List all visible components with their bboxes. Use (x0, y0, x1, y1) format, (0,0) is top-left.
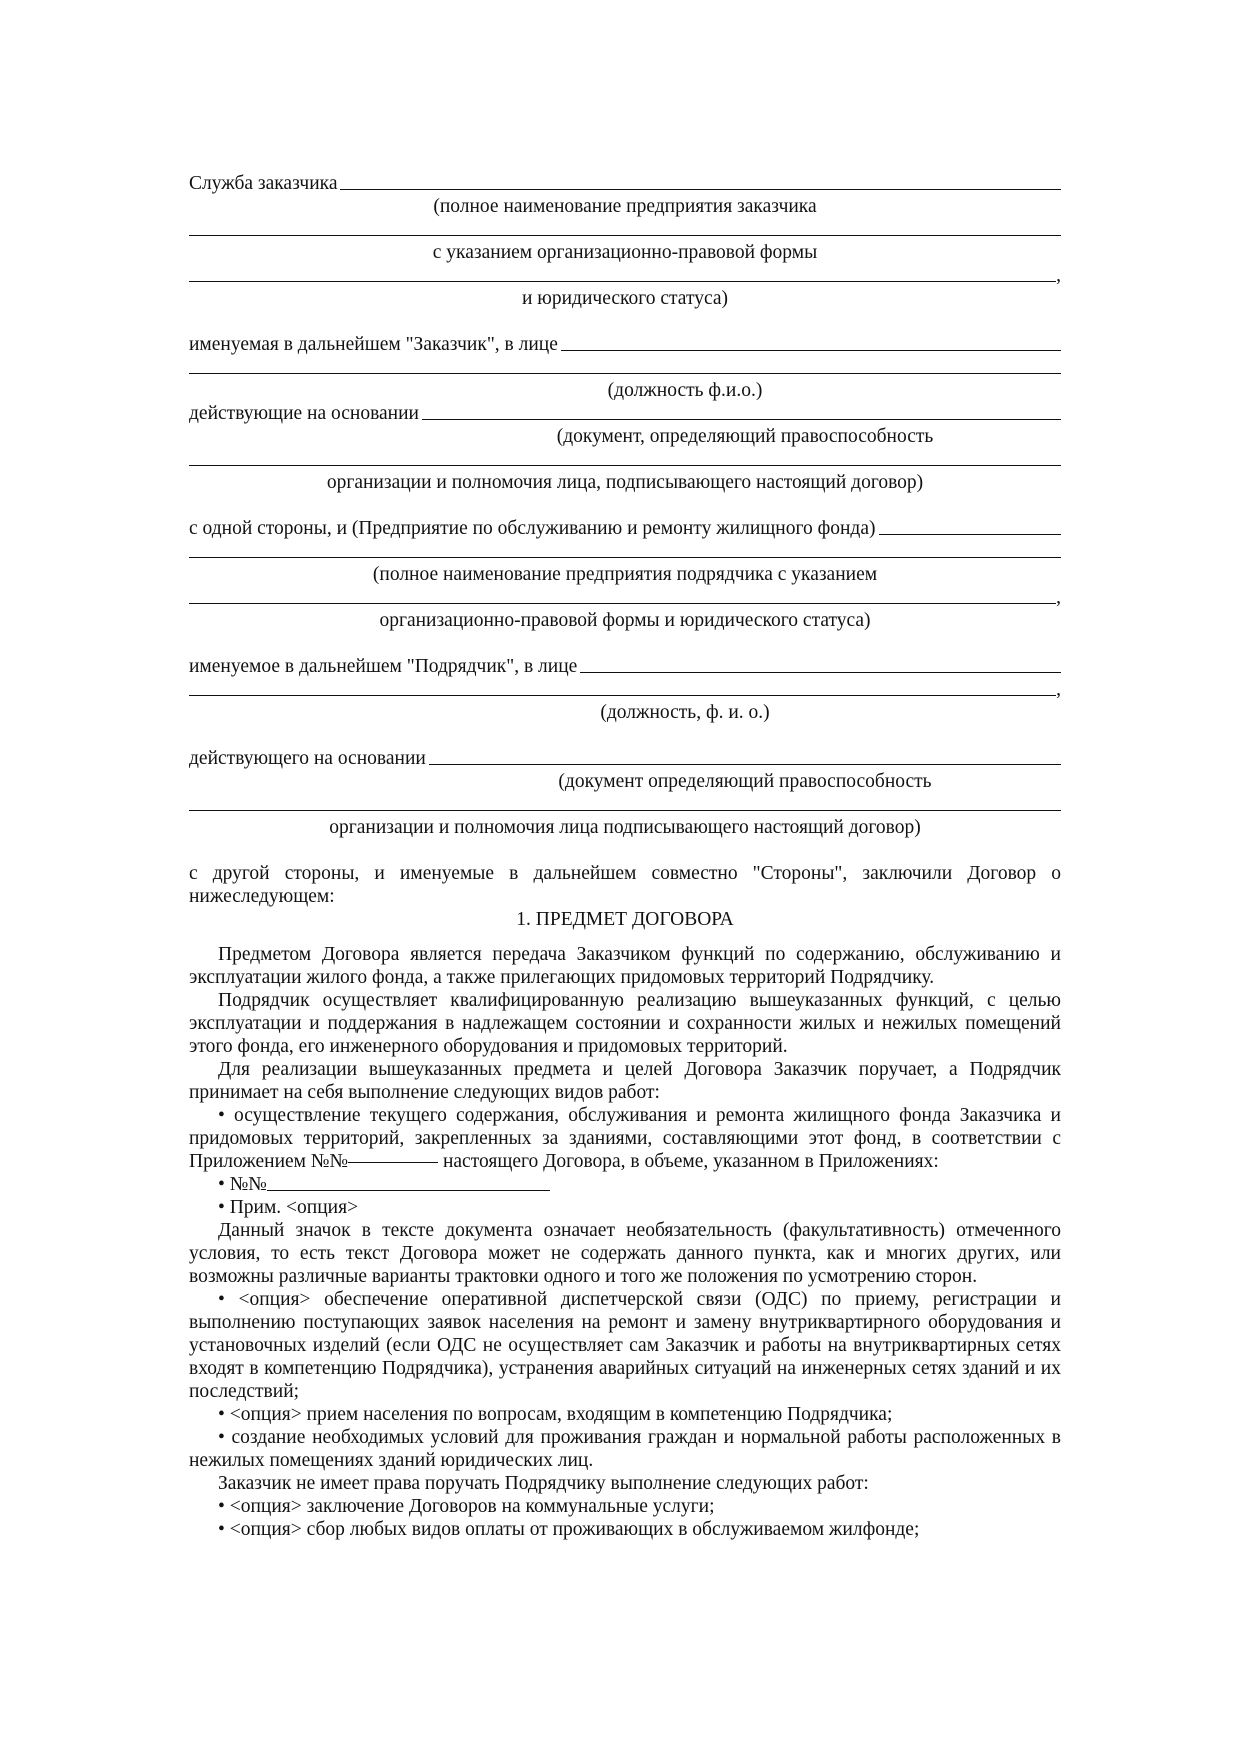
customer-named-label: именуемая в дальнейшем "Заказчик", в лице (189, 334, 558, 355)
customer-named-row (189, 333, 1061, 356)
section-title: 1. ПРЕДМЕТ ДОГОВОРА (516, 909, 734, 930)
customer-representative-blank[interactable] (561, 350, 1061, 351)
contractor-named-row (189, 655, 1061, 678)
acting-basis-label: действующие на основании (189, 403, 419, 424)
blank-line-5[interactable] (189, 540, 1061, 563)
bullet-utility-contracts: • <опция> заключение Договоров на коммунальные услуги; (218, 1496, 715, 1517)
one-side-row (189, 517, 1061, 540)
contractor-representative-blank[interactable] (580, 672, 1061, 673)
customer-service-label: Служба заказчика (189, 173, 338, 194)
blank-line-2[interactable] (189, 264, 1061, 287)
bullet-maintenance-text: • осуществление текущего содержания, обслуживания и ремонта жилищного фонда Заказчика и придомовых территорий, закрепленных за зданиями, составляющими этот фонд, в соответствии с Приложением №№ (189, 1105, 1061, 1172)
appendix-number-blank[interactable] (348, 1162, 438, 1163)
bullet-conditions: • создание необходимых условий для проживания граждан и нормальной работы расположенных в нежилых помещениях зданий юридических лиц. (189, 1427, 1061, 1471)
customer-service-blank[interactable] (340, 189, 1061, 190)
acting-basis-row2 (189, 747, 1061, 770)
acting-basis-label2: действующего на основании (189, 748, 426, 769)
caption-legal-status: и юридического статуса) (521, 288, 729, 309)
bullet-reception: • <опция> прием населения по вопросам, входящим в компетенцию Подрядчика; (218, 1404, 893, 1425)
acting-basis-row (189, 402, 1061, 425)
comma: , (1056, 265, 1061, 286)
caption-org-authority: организации и полномочия лица, подписывающего настоящий договор) (326, 472, 924, 493)
blank-line-8[interactable] (189, 793, 1061, 816)
customer-service-row (189, 172, 1061, 195)
bullet-payment-collection: • <опция> сбор любых видов оплаты от проживающих в обслуживаемом жилфонде; (218, 1519, 920, 1540)
paragraph-contractor-role: Подрядчик осуществляет квалифицированную реализацию вышеуказанных функций, с целью эксплуатации и поддержания в надлежащем состоянии и сохранности жилых и нежилых помещений этого фонда, его инженерного оборудования и придомовых территорий. (189, 990, 1061, 1057)
contractor-named-label: именуемое в дальнейшем "Подрядчик", в лице (189, 656, 578, 677)
bullet-maintenance (189, 1104, 1061, 1173)
acting-basis-blank2[interactable] (429, 764, 1061, 765)
bullet-note: • Прим. <опция> (218, 1197, 359, 1218)
acting-basis-blank[interactable] (422, 419, 1061, 420)
other-side-paragraph: с другой стороны, и именуемые в дальнейшем совместно "Стороны", заключили Договор о нижеследующем: (189, 863, 1061, 907)
blank-line-4[interactable] (189, 448, 1061, 471)
blank-line-7[interactable] (189, 678, 1061, 701)
one-side-label: с одной стороны, и (Предприятие по обслуживанию и ремонту жилищного фонда) (189, 518, 876, 539)
caption-position2: (должность, ф. и. о.) (600, 702, 770, 723)
comma: , (1056, 587, 1061, 608)
caption-full-name: (полное наименование предприятия заказчика (433, 196, 817, 217)
paragraph-prohibited: Заказчик не имеет права поручать Подрядчику выполнение следующих работ: (218, 1473, 869, 1494)
caption-contractor-name: (полное наименование предприятия подрядчика с указанием (372, 564, 878, 585)
blank-line-3[interactable] (189, 356, 1061, 379)
contract-page (189, 172, 1061, 1541)
caption-org-authority2: организации и полномочия лица подписывающего настоящий договор) (329, 817, 921, 838)
bullet-maintenance-text-after: настоящего Договора, в объеме, указанном в Приложениях: (442, 1151, 939, 1172)
blank-line-6[interactable] (189, 586, 1061, 609)
contractor-blank[interactable] (879, 534, 1062, 535)
paragraph-subject: Предметом Договора является передача Заказчиком функций по содержанию, обслуживанию и эксплуатации жилого фонда, а также прилегающих придомовых территорий Подрядчику. (189, 944, 1061, 988)
caption-document2: (документ определяющий правоспособность (558, 771, 932, 792)
comma: , (1056, 679, 1061, 700)
paragraph-note: Данный значок в тексте документа означает необязательность (факультативность) отмеченного условия, то есть текст Договора может не содержать данного пункта, как и многих других, или возможны различные варианты трактовки одного и того же положения по усмотрению сторон. (189, 1220, 1061, 1287)
bullet-numbers-label: • №№ (218, 1174, 267, 1195)
appendix-numbers-blank[interactable] (267, 1190, 550, 1191)
blank-line-1[interactable] (189, 218, 1061, 241)
caption-position: (должность ф.и.о.) (607, 380, 763, 401)
bullet-numbers (189, 1173, 1061, 1196)
caption-org-form: с указанием организационно-правовой формы (432, 242, 818, 263)
caption-document: (документ, определяющий правоспособность (556, 426, 934, 447)
caption-contractor-form: организационно-правовой формы и юридического статуса) (379, 610, 871, 631)
paragraph-assignment: Для реализации вышеуказанных предмета и целей Договора Заказчик поручает, а Подрядчик принимает на себя выполнение следующих видов работ: (189, 1059, 1061, 1103)
bullet-dispatch: • <опция> обеспечение оперативной диспетчерской связи (ОДС) по приему, регистрации и выполнению поступающих заявок населения на ремонт и замену внутриквартирного оборудования и установочных изделий (если ОДС не осуществляет сам Заказчик и работы на внутриквартирных сетях входят в компетенцию Подрядчика), устранения аварийных ситуаций на инженерных сетях зданий и их последствий; (189, 1289, 1061, 1402)
